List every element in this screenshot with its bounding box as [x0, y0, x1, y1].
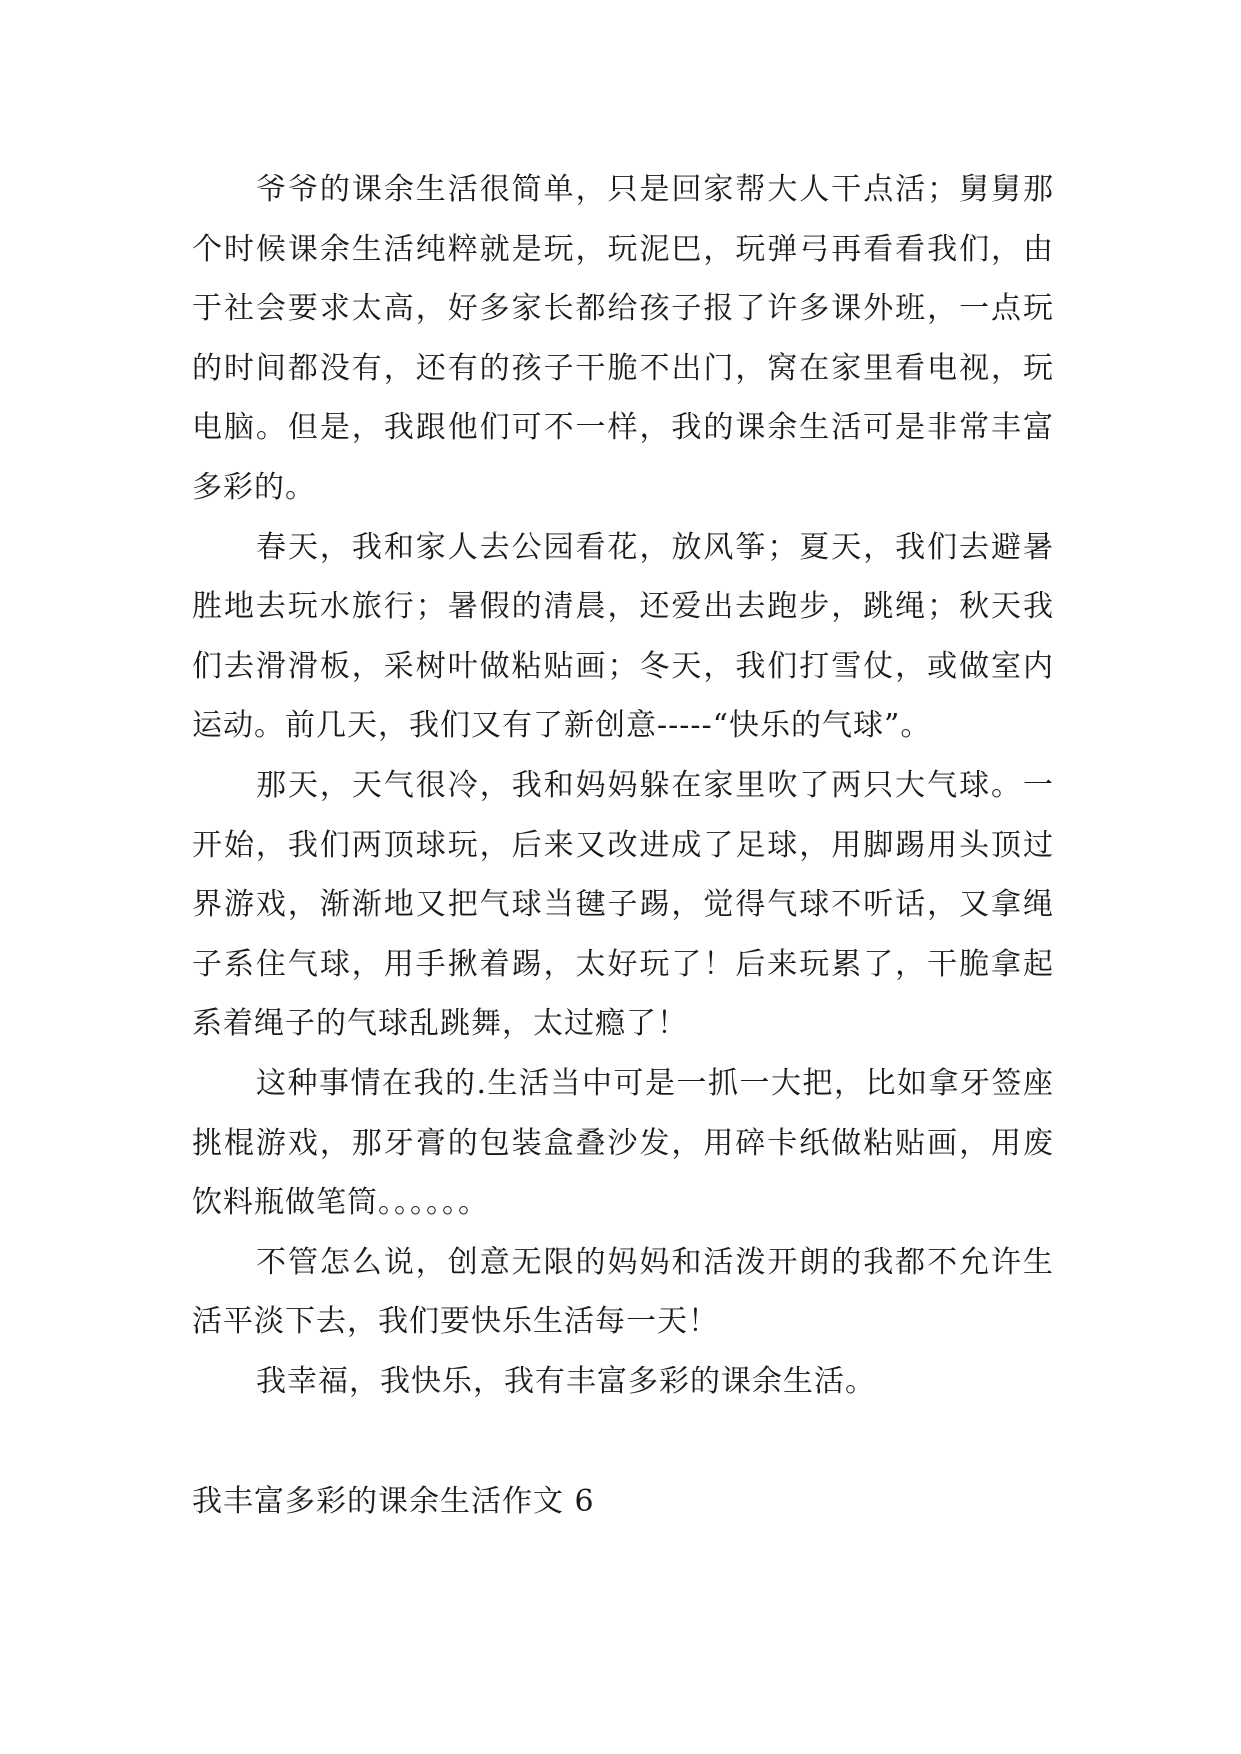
paragraph-3: 那天，天气很冷，我和妈妈躲在家里吹了两只大气球。一开始，我们两顶球玩，后来又改进成了足球，用脚踢用头顶过界游戏，渐渐地又把气球当毽子踢，觉得气球不听话，又拿绳子系住气球，用手揪着踢，太好玩了！后来玩累了，干脆拿起系着绳子的气球乱跳舞，太过瘾了！: [192, 767, 1054, 1042]
paragraph-4: 这种事情在我的.生活当中可是一抓一大把，比如拿牙签座挑棍游戏，那牙膏的包装盒叠沙发，用碎卡纸做粘贴画，用废饮料瓶做笔筒。。。。。。: [192, 1065, 1054, 1221]
essay-body: [192, 160, 1054, 1411]
paragraph-1: 爷爷的课余生活很简单，只是回家帮大人干点活；舅舅那个时候课余生活纯粹就是玩，玩泥巴，玩弹弓再看看我们，由于社会要求太高，好多家长都给孩子报了许多课外班，一点玩的时间都没有，还有的孩子干脆不出门，窝在家里看电视，玩电脑。但是，我跟他们可不一样，我的课余生活可是非常丰富多彩的。: [192, 172, 1054, 505]
paragraph-6: 我幸福，我快乐，我有丰富多彩的课余生活。: [256, 1363, 876, 1399]
paragraph-5: 不管怎么说，创意无限的妈妈和活泼开朗的我都不允许生活平淡下去，我们要快乐生活每一天！: [192, 1244, 1054, 1340]
next-essay-title: 我丰富多彩的课余生活作文 6: [192, 1484, 595, 1519]
paragraph-2: 春天，我和家人去公园看花，放风筝；夏天，我们去避暑胜地去玩水旅行；暑假的清晨，还爱出去跑步，跳绳；秋天我们去滑滑板，采树叶做粘贴画；冬天，我们打雪仗，或做室内运动。前几天，我们又有了新创意-----“快乐的气球”。: [192, 529, 1054, 744]
